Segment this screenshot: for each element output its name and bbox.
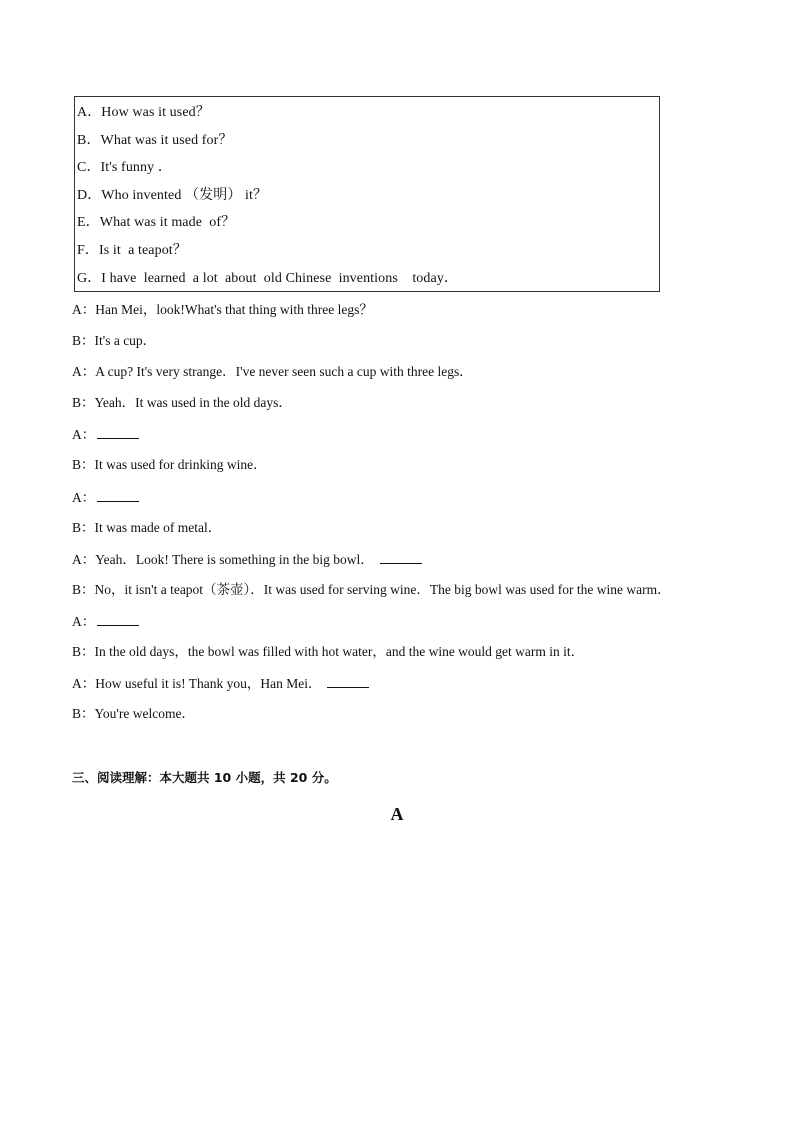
dialogue-text: It's a cup． bbox=[94, 333, 157, 349]
option-g: G．I have learned a lot about old Chinese inventions today． bbox=[77, 270, 459, 286]
option-e: E．What was it made of？ bbox=[77, 215, 236, 231]
option-a: A．How was it used？ bbox=[77, 105, 210, 120]
speaker-label: B： bbox=[72, 644, 95, 660]
speaker-label: B： bbox=[72, 333, 95, 349]
dialogue-text: No，it isn't a teapot（茶壶）．It was used for serving wine．The big bowl was used for the wine warm． bbox=[94, 581, 671, 597]
option-b: B．What was it used for？ bbox=[77, 132, 233, 148]
speaker-label: A： bbox=[72, 489, 96, 505]
speaker-label: A： bbox=[72, 613, 96, 629]
dialogue-line bbox=[72, 642, 752, 673]
option-c: C．It's funny ． bbox=[77, 160, 172, 176]
dialogue-line bbox=[72, 487, 752, 518]
answer-blank[interactable] bbox=[380, 549, 422, 564]
passage-label: A bbox=[390, 804, 404, 824]
dialogue-text: It was used for drinking wine． bbox=[94, 457, 267, 473]
dialogue-text: It was made of metal． bbox=[94, 519, 222, 535]
dialogue-line bbox=[72, 704, 752, 735]
dialogue-text: In the old days，the bowl was filled with hot water，and the wine would get warm in it． bbox=[94, 644, 585, 660]
dialogue-line bbox=[72, 331, 752, 362]
options-box bbox=[74, 96, 660, 292]
dialogue-line bbox=[72, 362, 752, 393]
dialogue-line bbox=[72, 424, 752, 455]
answer-blank[interactable] bbox=[97, 611, 139, 626]
answer-blank[interactable] bbox=[97, 487, 139, 502]
dialogue-line bbox=[72, 673, 752, 704]
speaker-label: B： bbox=[72, 395, 95, 411]
dialogue-line bbox=[72, 611, 752, 642]
speaker-label: A： bbox=[72, 676, 96, 692]
speaker-label: A： bbox=[72, 427, 96, 443]
dialogue-line bbox=[72, 455, 752, 486]
dialogue-line bbox=[72, 580, 752, 611]
speaker-label: B： bbox=[72, 581, 95, 597]
dialogue-text: Yeah．Look! There is something in the big bowl． bbox=[95, 551, 374, 567]
dialogue-line bbox=[72, 300, 752, 331]
dialogue-line bbox=[72, 518, 752, 549]
dialogue-line bbox=[72, 549, 752, 580]
speaker-label: A： bbox=[72, 364, 96, 380]
speaker-label: B： bbox=[72, 457, 95, 473]
option-d: D．Who invented （发明） it？ bbox=[77, 187, 268, 203]
dialogue-line bbox=[72, 393, 752, 424]
speaker-label: B： bbox=[72, 706, 95, 722]
answer-blank[interactable] bbox=[327, 673, 369, 688]
speaker-label: B： bbox=[72, 519, 95, 535]
dialogue-text: Yeah．It was used in the old days． bbox=[94, 395, 292, 411]
dialogue-text: A cup? It's very strange．I've never seen such a cup with three legs． bbox=[95, 364, 473, 380]
dialogue-text: You're welcome． bbox=[94, 706, 195, 722]
dialogue bbox=[72, 300, 752, 735]
speaker-label: A： bbox=[72, 551, 96, 567]
option-f: F．Is it a teapot？ bbox=[77, 242, 187, 258]
answer-blank[interactable] bbox=[97, 424, 139, 439]
dialogue-text: Han Mei，look!What's that thing with three legs？ bbox=[95, 302, 373, 317]
speaker-label: A： bbox=[72, 302, 96, 317]
section-heading: 三、阅读理解：本大题共 10 小题，共 20 分。 bbox=[72, 770, 337, 785]
dialogue-text: How useful it is! Thank you，Han Mei． bbox=[95, 676, 322, 692]
